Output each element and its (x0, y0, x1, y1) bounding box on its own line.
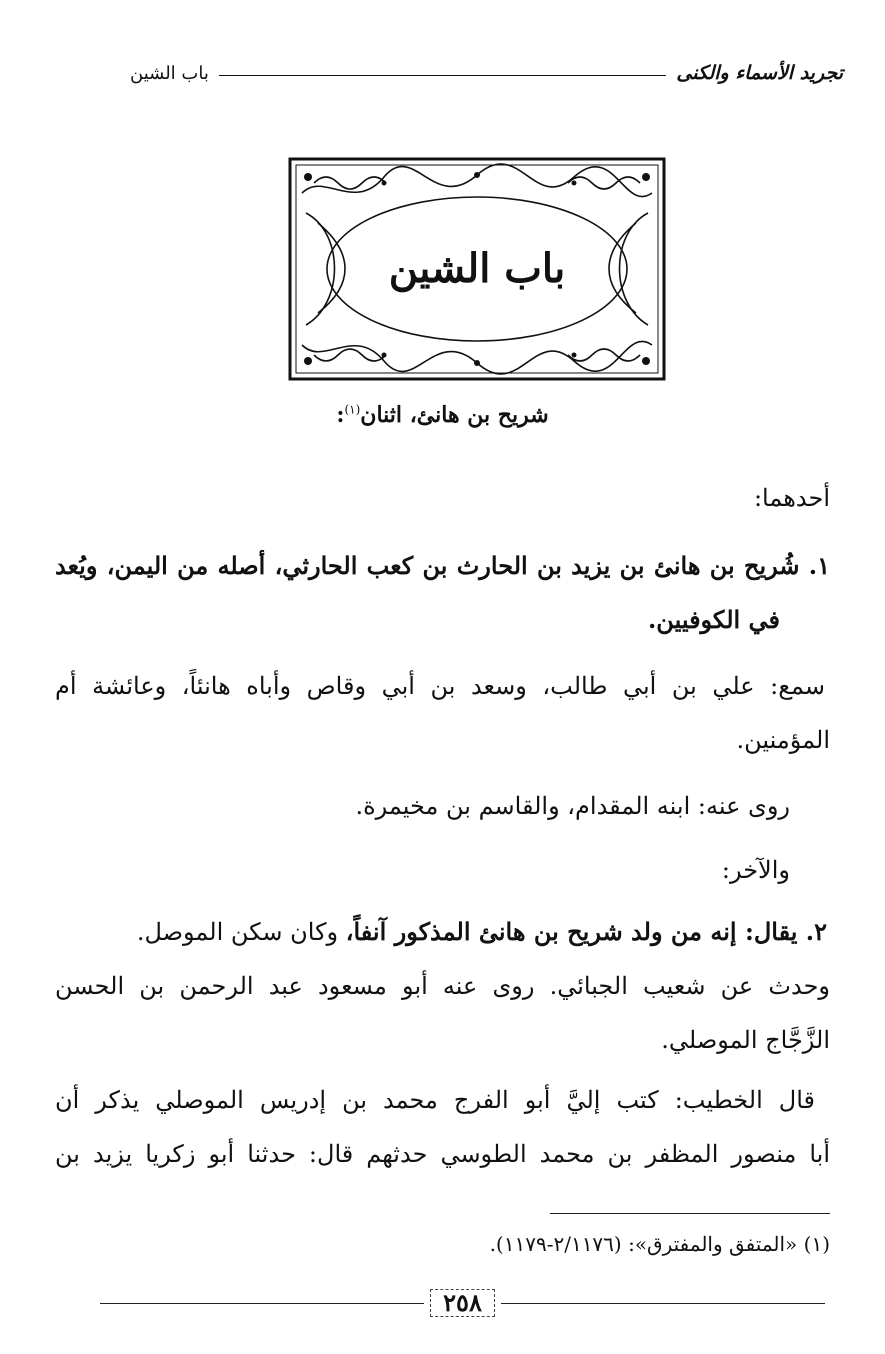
text-line-6: روى عنه: ابنه المقدام، والقاسم بن مخيمرة. (355, 792, 790, 820)
page-number: ٢٥٨ (430, 1289, 495, 1317)
text-line-10: الزَّجَّاج الموصلي. (661, 1026, 830, 1054)
page-number-bar (100, 1288, 825, 1318)
entry-heading-colon: : (336, 402, 345, 428)
page-rule-left (501, 1303, 825, 1304)
footnote-rule (550, 1213, 830, 1214)
text-line-5: المؤمنين. (736, 726, 830, 754)
chapter-title: باب الشين (388, 245, 566, 292)
text-line-3: في الكوفيين. (647, 605, 780, 634)
text-line-4: سمع: علي بن أبي طالب، وسعد بن أبي وقاص وأباه هانئاً، وعائشة أم (55, 672, 825, 700)
footnote: (١) «المتفق والمفترق»: (٢/١١٧٦-١١٧٩). (489, 1232, 830, 1256)
text-line-12: أبا منصور المظفر بن محمد الطوسي حدثهم قال: حدثنا أبو زكريا يزيد بن (55, 1140, 830, 1168)
text-line-11: قال الخطيب: كتب إليَّ أبو الفرج محمد بن إدريس الموصلي يذكر أن (55, 1086, 816, 1114)
text-line-8 (55, 918, 827, 947)
header-rule (219, 75, 667, 76)
text-line-8-bold: ٢. يقال: إنه من ولد شريح بن هانئ المذكور آنفاً، (345, 917, 827, 946)
text-line-1: أحدهما: (753, 484, 830, 512)
entry-heading-text: شريح بن هانئ، اثنان (360, 402, 549, 428)
chapter-name: باب الشين (130, 62, 209, 84)
page-rule-right (100, 1303, 424, 1304)
text-line-8-rest: وكان سكن الموصل. (136, 918, 346, 946)
running-header (130, 58, 843, 88)
footnote-marker: (١) (344, 402, 361, 417)
text-line-9: وحدث عن شعيب الجبائي. روى عنه أبو مسعود عبد الرحمن بن الحسن (55, 972, 830, 1000)
ornamental-frame (284, 153, 670, 385)
text-line-7: والآخر: (721, 856, 790, 884)
book-title: تجريد الأسماء والكنى (676, 62, 843, 84)
entry-heading (0, 402, 885, 428)
text-line-2: ١. شُريح بن هانئ بن يزيد بن الحارث بن كعب الحارثي، أصله من اليمن، ويُعد (55, 551, 830, 580)
